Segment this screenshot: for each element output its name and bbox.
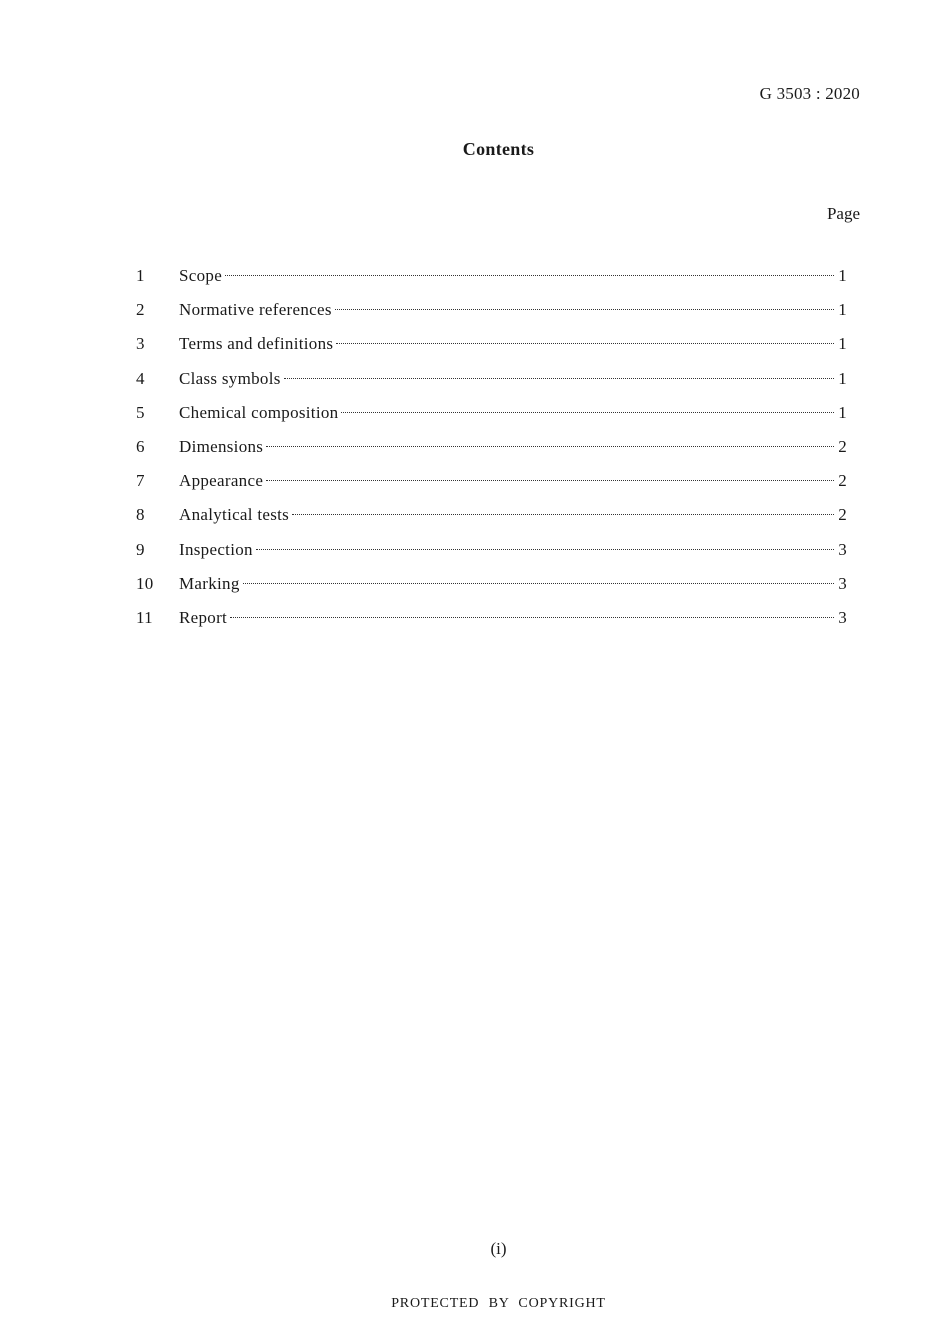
toc-entry-title: Chemical composition (179, 402, 339, 422)
toc-entry-inspection[interactable] (136, 540, 847, 574)
toc-entry-title: Normative references (179, 300, 332, 320)
page-number: (i) (490, 1239, 507, 1258)
toc-entry-title: Terms and definitions (179, 334, 334, 354)
toc-entry-page: 2 (838, 436, 847, 456)
toc-entry-number: 4 (136, 368, 145, 388)
page-column-header: Page (826, 204, 860, 223)
dot-leader (284, 378, 834, 379)
dot-leader (230, 617, 834, 618)
toc-entry-number: 6 (136, 436, 145, 456)
toc-entry-title: Marking (179, 573, 240, 593)
toc-entry-page: 1 (838, 402, 847, 422)
toc-entry-title: Report (179, 607, 228, 627)
toc-entry-appearance[interactable] (136, 471, 847, 505)
dot-leader (243, 583, 834, 584)
dot-leader (266, 480, 834, 481)
toc-entry-scope[interactable] (136, 266, 847, 300)
dot-leader (336, 343, 834, 344)
toc-entry-normative-references[interactable] (136, 300, 847, 334)
toc-entry-page: 1 (838, 300, 847, 320)
toc-entry-page: 3 (838, 607, 847, 627)
toc-entry-chemical-composition[interactable] (136, 403, 847, 437)
toc-entry-title: Analytical tests (179, 505, 290, 525)
document-code: G 3503 : 2020 (759, 84, 860, 103)
toc-entry-page: 2 (838, 471, 847, 491)
toc-entry-title: Dimensions (179, 436, 264, 456)
dot-leader (341, 412, 834, 413)
toc-entry-title: Scope (179, 266, 223, 285)
toc-entry-number: 8 (136, 505, 145, 525)
contents-title: Contents (462, 139, 535, 159)
dot-leader (335, 309, 834, 310)
toc-entry-number: 2 (136, 300, 145, 320)
toc-entry-number: 10 (136, 573, 154, 593)
dot-leader (292, 514, 834, 515)
dot-leader (256, 549, 834, 550)
toc-entry-dimensions[interactable] (136, 437, 847, 471)
table-of-contents (136, 266, 847, 642)
toc-entry-page: 3 (838, 573, 847, 593)
dot-leader (225, 275, 834, 276)
toc-entry-page: 3 (838, 539, 847, 559)
toc-entry-terms-and-definitions[interactable] (136, 334, 847, 368)
toc-entry-title: Inspection (179, 539, 253, 559)
dot-leader (266, 446, 834, 447)
toc-entry-class-symbols[interactable] (136, 369, 847, 403)
toc-entry-page: 1 (838, 368, 847, 388)
toc-entry-number: 5 (136, 402, 145, 422)
toc-entry-analytical-tests[interactable] (136, 505, 847, 539)
toc-entry-page: 1 (838, 334, 847, 354)
toc-entry-title: Appearance (179, 471, 264, 491)
toc-entry-number: 1 (136, 266, 145, 285)
toc-entry-number: 3 (136, 334, 145, 354)
toc-entry-number: 7 (136, 471, 145, 491)
toc-entry-page: 2 (838, 505, 847, 525)
toc-entry-title: Class symbols (179, 368, 281, 388)
toc-entry-page: 1 (838, 266, 847, 285)
toc-entry-report[interactable] (136, 608, 847, 642)
toc-entry-number: 9 (136, 539, 145, 559)
toc-entry-number: 11 (136, 607, 153, 627)
toc-entry-marking[interactable] (136, 574, 847, 608)
copyright-notice: PROTECTED BY COPYRIGHT (391, 1296, 606, 1311)
